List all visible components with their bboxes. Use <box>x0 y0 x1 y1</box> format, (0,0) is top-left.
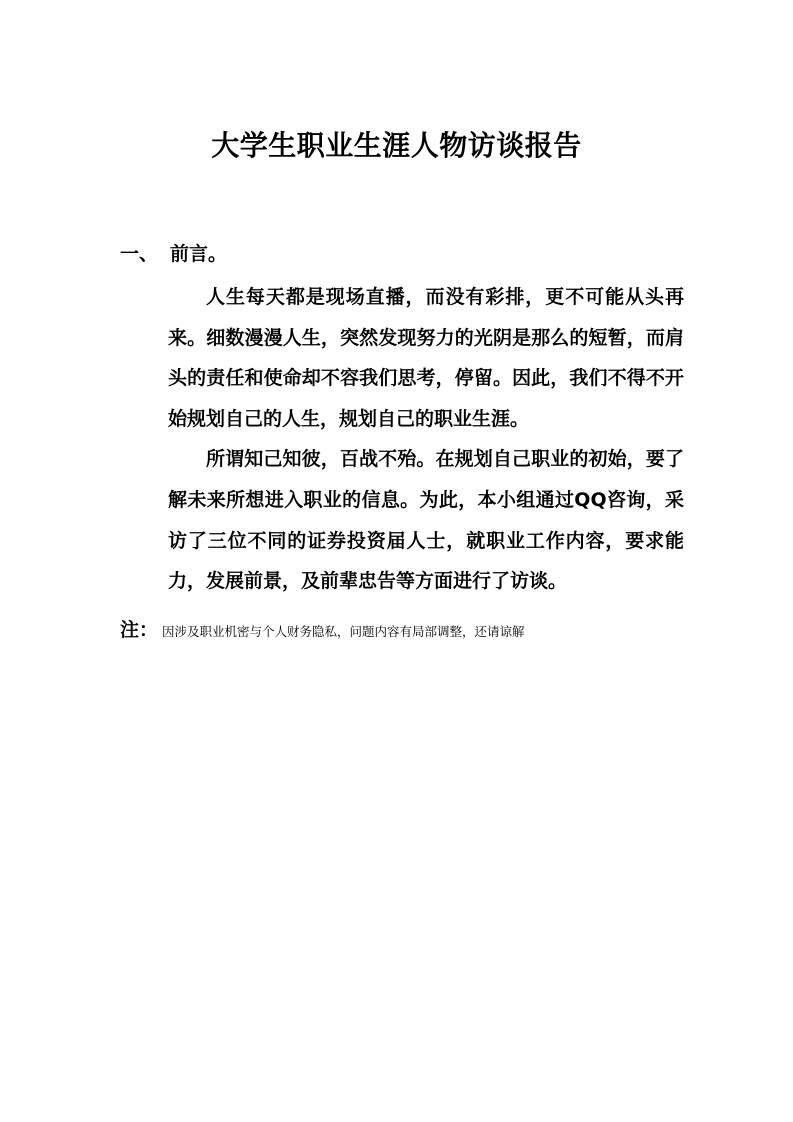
note-text: 因涉及职业机密与个人财务隐私，问题内容有局部调整，还请谅解 <box>162 624 525 639</box>
section-number: 一、 <box>120 243 159 265</box>
section-body <box>168 277 684 602</box>
section-heading-text: 前言。 <box>170 243 228 265</box>
note-label: 注： <box>120 619 159 641</box>
paragraph-purpose: 所谓知己知彼，百战不殆。在规划自己职业的初始，要了解未来所想进入职业的信息。为此，本小组通过QQ咨询，采访了三位不同的证券投资届人士，就职业工作内容，要求能力，发展前景，及前辈忠告等方面进行了访谈。 <box>168 448 684 593</box>
document-title: 大学生职业生涯人物访谈报告 <box>211 129 582 162</box>
section-heading <box>120 240 227 268</box>
paragraph-intro: 人生每天都是现场直播，而没有彩排，更不可能从头再来。细数漫漫人生，突然发现努力的光阴是那么的短暂，而肩头的责任和使命却不容我们思考，停留。因此，我们不得不开始规划自己的人生，规划自己的职业生涯。 <box>168 286 684 430</box>
footnote <box>120 618 525 644</box>
